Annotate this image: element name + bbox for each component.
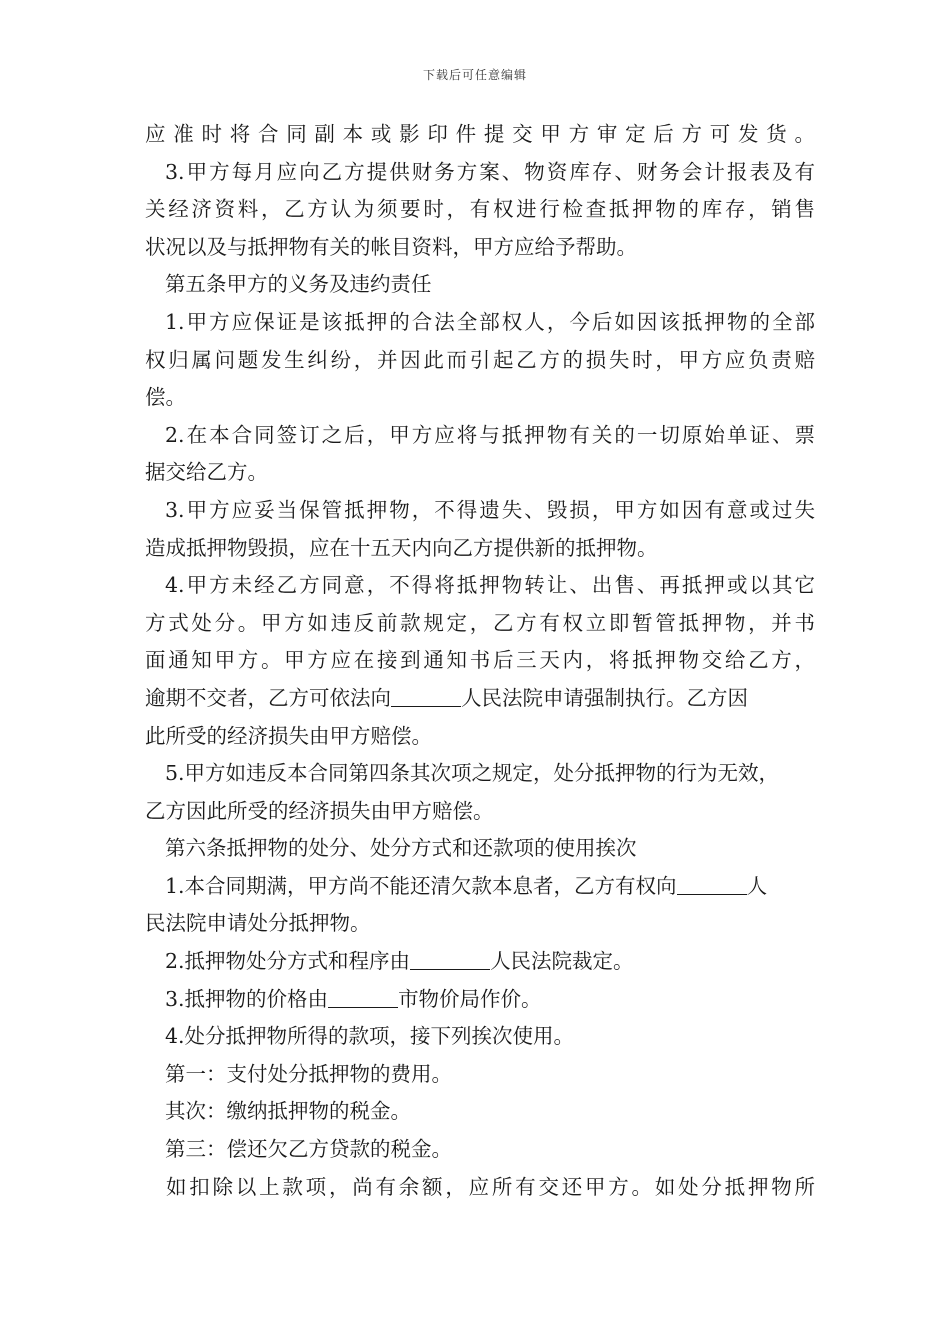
text-line: 面通知甲方。甲方应在接到通知书后三天内，将抵押物交给乙方， (145, 648, 815, 673)
text-segment: 2.抵押物处分方式和程序由 (165, 949, 411, 974)
fill-in-blank[interactable] (328, 987, 398, 1008)
text-line: 权归属问题发生纠纷，并因此而引起乙方的损失时，甲方应负责赔 (145, 347, 815, 372)
text-line: 应准时将合同副本或影印件提交甲方审定后方可发货。 (145, 122, 815, 146)
text-line: 状况以及与抵押物有关的帐目资料，甲方应给予帮助。 (145, 234, 637, 259)
page-header: 下载后可任意编辑 (422, 68, 527, 82)
fill-in-blank[interactable] (410, 949, 490, 970)
text-segment: 人民法院申请强制执行。乙方因 (461, 685, 748, 710)
document-body (145, 116, 815, 1206)
text-segment: 3.抵押物的价格由 (165, 986, 329, 1011)
fill-in-blank[interactable] (391, 686, 461, 707)
text-line: 4.处分抵押物所得的款项，接下列挨次使用。 (165, 1024, 575, 1049)
text-line (145, 868, 815, 906)
text-line: 第一：支付处分抵押物的费用。 (165, 1061, 452, 1086)
fill-in-blank[interactable] (677, 874, 747, 895)
text-line: 3.甲方每月应向乙方提供财务方案、物资库存、财务会计报表及有 (165, 159, 815, 184)
text-line: 偿。 (145, 385, 186, 410)
text-line: 乙方因此所受的经济损失由甲方赔偿。 (145, 798, 494, 823)
text-line (145, 981, 815, 1019)
text-line: 关经济资料，乙方认为须要时，有权进行检查抵押物的库存，销售 (145, 197, 815, 222)
text-segment: 人民法院裁定。 (490, 949, 634, 974)
text-line: 据交给乙方。 (145, 460, 268, 485)
text-line: 其次：缴纳抵押物的税金。 (165, 1099, 411, 1124)
section-heading: 第五条甲方的义务及违约责任 (165, 272, 432, 297)
text-segment: 人 (746, 873, 768, 898)
text-line: 如扣除以上款项，尚有余额，应所有交还甲方。如处分抵押物所 (166, 1174, 815, 1199)
text-line: 民法院申请处分抵押物。 (145, 911, 371, 936)
text-segment: 市物价局作价。 (398, 986, 542, 1011)
text-line: 5.甲方如违反本合同第四条其次项之规定，处分抵押物的行为无效， (165, 761, 780, 786)
text-segment: 逾期不交者，乙方可依法向 (145, 685, 391, 710)
text-segment: 1.本合同期满，甲方尚不能还清欠款本息者，乙方有权向 (165, 873, 677, 898)
text-line: 第三：偿还欠乙方贷款的税金。 (165, 1137, 452, 1162)
text-line (145, 943, 815, 981)
text-line: 2.在本合同签订之后，甲方应将与抵押物有关的一切原始单证、票 (165, 422, 815, 447)
text-line: 造成抵押物毁损，应在十五天内向乙方提供新的抵押物。 (145, 535, 658, 560)
text-line (145, 680, 815, 718)
text-line: 方式处分。甲方如违反前款规定，乙方有权立即暂管抵押物，并书 (145, 610, 815, 635)
section-heading: 第六条抵押物的处分、处分方式和还款项的使用挨次 (165, 836, 637, 861)
text-line: 此所受的经济损失由甲方赔偿。 (145, 723, 432, 748)
text-line: 4.甲方未经乙方同意，不得将抵押物转让、出售、再抵押或以其它 (165, 573, 815, 598)
text-line: 3.甲方应妥当保管抵押物，不得遗失、毁损，甲方如因有意或过失 (165, 497, 815, 522)
text-line: 1.甲方应保证是该抵押的合法全部权人，今后如因该抵押物的全部 (165, 309, 815, 334)
